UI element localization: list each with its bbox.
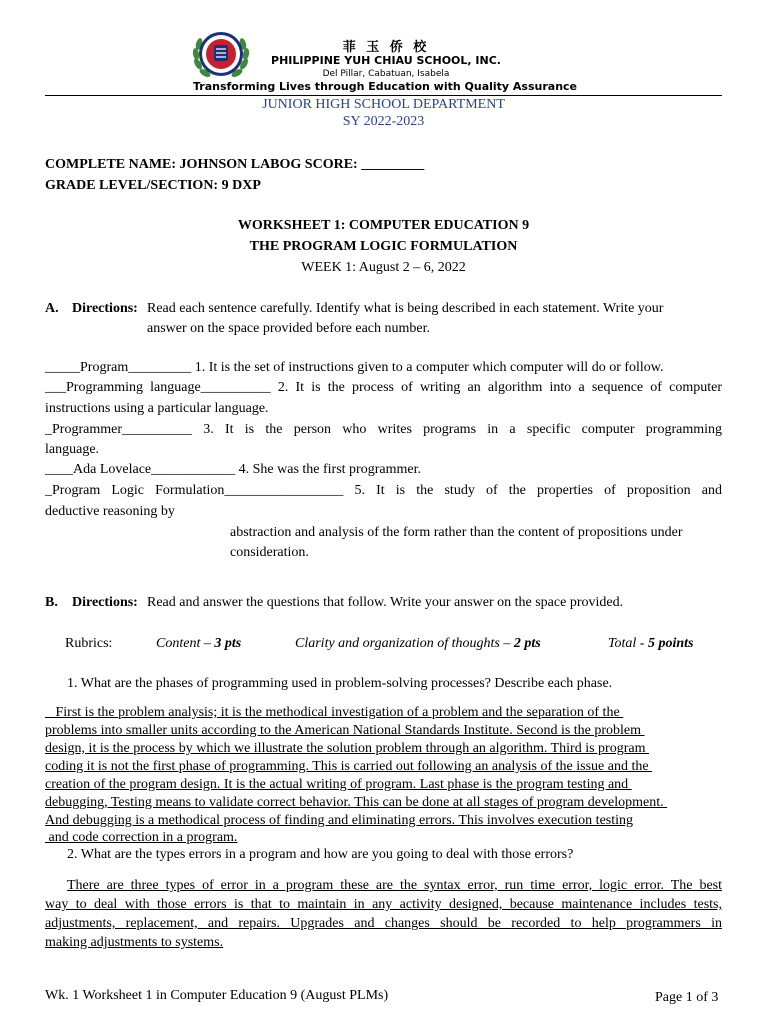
footer-page-number: Page 1 of 3 bbox=[655, 990, 719, 1005]
footer-title: Wk. 1 Worksheet 1 in Computer Education 9 (August PLMs) bbox=[45, 988, 389, 1003]
school-motto: Transforming Lives through Education with Quality Assurance bbox=[192, 80, 578, 93]
part-b-directions-text: Read and answer the questions that follow. Write your answer on the space provided. bbox=[147, 595, 624, 610]
rubric-total-text: Total - bbox=[608, 636, 648, 651]
rubric-content-points: 3 pts bbox=[214, 636, 242, 651]
worksheet-title: WORKSHEET 1: COMPUTER EDUCATION 9 bbox=[237, 218, 530, 233]
answer-1-line-4: coding it is not the first phase of programming. This is carried out following an analysis of the issue and the bbox=[45, 759, 653, 774]
worksheet-subtitle: THE PROGRAM LOGIC FORMULATION bbox=[249, 239, 518, 254]
answer-1-line-6: debugging, Testing means to validate correct behavior. This can be done at all stages of program development. bbox=[45, 795, 668, 810]
rubric-clarity-points: 2 pts bbox=[513, 636, 541, 651]
school-address: Del Pillar, Cabatuan, Isabela bbox=[322, 69, 450, 79]
rubric-content-text: Content – bbox=[156, 636, 215, 651]
worksheet-week: WEEK 1: August 2 – 6, 2022 bbox=[301, 260, 466, 275]
question-2: 2. What are the types errors in a program and how are you going to deal with those errors? bbox=[67, 847, 574, 862]
part-a-directions-line1: Read each sentence carefully. Identify what is being described in each statement. Write your bbox=[147, 301, 664, 316]
answer-line-2: ___Programming language__________ 2. It is the process of writing an algorithm into a sequence of computer bbox=[45, 380, 722, 395]
rubric-total-points: 5 points bbox=[647, 636, 694, 651]
answer-2-line-4: making adjustments to systems. bbox=[45, 935, 224, 950]
answer-2-line-1: There are three types of error in a program these are the syntax error, run time error, logic error. The best bbox=[67, 878, 722, 893]
answer-2-line-2: way to deal with those errors is that to maintain in any activity designed, because maintenance includes tests, bbox=[45, 897, 722, 912]
answer-line-1: _____Program_________ 1. It is the set of instructions given to a computer which computer will do or follow. bbox=[45, 360, 664, 375]
student-name-score: COMPLETE NAME: JOHNSON LABOG SCORE: _________ bbox=[45, 157, 425, 172]
part-a-directions-label: Directions: bbox=[72, 301, 138, 316]
answer-1-line-8: and code correction in a program. bbox=[45, 830, 238, 845]
part-a-directions-line2: answer on the space provided before each number. bbox=[147, 321, 430, 336]
answer-line-5: _Program Logic Formulation_________________ 5. It is the study of the properties of proposition and bbox=[45, 483, 722, 498]
question-1: 1. What are the phases of programming used in problem-solving processes? Describe each phase. bbox=[67, 676, 613, 691]
answer-2-line-3: adjustments, replacement, and repairs. Upgrades and changes should be recorded to help programmers in bbox=[45, 916, 722, 931]
answer-line-2-cont: instructions using a particular language. bbox=[45, 401, 269, 416]
school-name: PHILIPPINE YUH CHIAU SCHOOL, INC. bbox=[271, 54, 501, 67]
answer-line-3-cont: language. bbox=[45, 442, 100, 457]
rubric-total bbox=[608, 636, 693, 652]
answer-1-line-7: And debugging is a methodical process of finding and eliminating errors. This involves execution testing bbox=[45, 813, 634, 828]
answer-line-5-cont: deductive reasoning by bbox=[45, 504, 175, 519]
school-logo bbox=[190, 28, 252, 82]
rubric-clarity bbox=[295, 636, 541, 652]
answer-line-4: ____Ada Lovelace____________ 4. She was the first programmer. bbox=[45, 462, 421, 477]
answer-1-line-5: creation of the program design. It is the actual writing of program. Last phase is the program testing and bbox=[45, 777, 632, 792]
answer-1-line-1: First is the problem analysis; it is the methodical investigation of a problem and the separation of the bbox=[45, 705, 624, 720]
part-a-letter: A. bbox=[45, 301, 59, 316]
answer-1-line-3: design, it is the process by which we illustrate the solution problem through an algorithm. Third is program bbox=[45, 741, 649, 756]
answer-line-5-indent-end: consideration. bbox=[230, 545, 309, 560]
rubric-content bbox=[156, 636, 241, 652]
school-chinese-name: 菲 玉 侨 校 bbox=[342, 40, 430, 55]
answer-1-line-2: problems into smaller units according to the American National Standards Institute. Second is the problem bbox=[45, 723, 645, 738]
answer-line-5-indent: abstraction and analysis of the form rather than the content of propositions under bbox=[230, 525, 683, 540]
school-year: SY 2022-2023 bbox=[342, 114, 425, 129]
grade-section: GRADE LEVEL/SECTION: 9 DXP bbox=[45, 178, 261, 193]
answer-line-3: _Programmer__________ 3. It is the person who writes programs in a specific computer programming bbox=[45, 422, 722, 437]
header-divider bbox=[45, 95, 722, 96]
part-b-letter: B. bbox=[45, 595, 58, 610]
department-name: JUNIOR HIGH SCHOOL DEPARTMENT bbox=[262, 97, 505, 112]
part-b-directions-label: Directions: bbox=[72, 595, 138, 610]
rubric-clarity-text: Clarity and organization of thoughts – bbox=[295, 636, 514, 651]
rubrics-label: Rubrics: bbox=[65, 636, 113, 651]
